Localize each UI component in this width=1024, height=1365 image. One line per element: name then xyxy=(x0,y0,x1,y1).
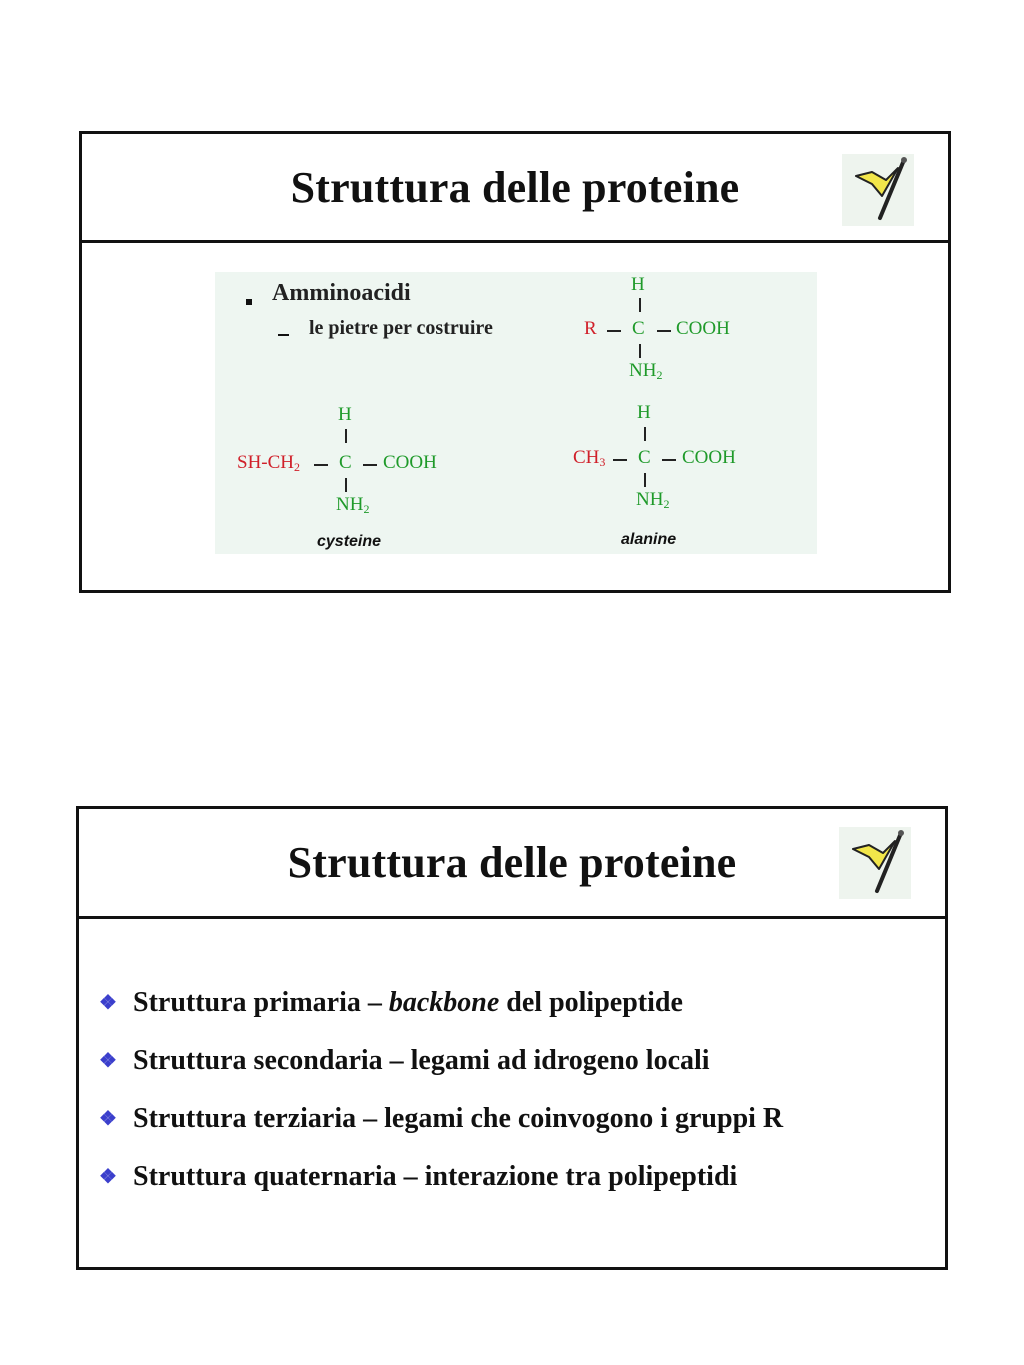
bullet-text: Struttura terziaria – legami che coinvogono i gruppi R xyxy=(133,1103,784,1134)
cysteine-nh2: $NH_2$ xyxy=(336,494,370,516)
slide-1 xyxy=(79,131,951,593)
slide-1-title: Struttura delle proteine xyxy=(290,163,740,212)
diamond-bullet-icon: ❖ xyxy=(99,1050,117,1072)
diamond-bullet-icon: ❖ xyxy=(99,1108,117,1130)
bullet-text: Struttura primaria – xyxy=(133,987,389,1018)
bond xyxy=(644,427,646,441)
cysteine-cooh: COOH xyxy=(383,452,437,473)
square-bullet-icon xyxy=(246,299,252,305)
bond xyxy=(345,429,347,443)
bullet-amminoacidi: Amminoacidi xyxy=(272,280,411,306)
cysteine-caption: cysteine xyxy=(317,533,382,550)
generic-h: H xyxy=(631,274,645,295)
bond xyxy=(639,298,641,312)
slide-2-header xyxy=(79,809,945,919)
bullet-text-suffix: del polipeptide xyxy=(499,987,683,1018)
alanine-nh2: $NH_2$ xyxy=(636,489,670,511)
bullet-text: Struttura quaternaria – interazione tra polipeptidi xyxy=(133,1161,738,1192)
bond xyxy=(314,464,328,466)
dash-bullet-icon xyxy=(278,334,289,336)
bullet-pietre: le pietre per costruire xyxy=(309,317,493,339)
generic-c: C xyxy=(632,318,645,339)
bond xyxy=(363,464,377,466)
cysteine-h: H xyxy=(338,404,352,425)
bond xyxy=(657,330,671,332)
list-item xyxy=(99,1103,783,1161)
cysteine-c: C xyxy=(339,452,352,473)
slide-2-title: Struttura delle proteine xyxy=(287,838,737,887)
list-item xyxy=(99,1161,783,1219)
bond xyxy=(639,344,641,358)
alanine-c: C xyxy=(638,447,651,468)
bond xyxy=(345,478,347,492)
alanine-h: H xyxy=(637,402,651,423)
alanine-r: $CH_3$ xyxy=(573,447,606,469)
diamond-bullet-icon: ❖ xyxy=(99,1166,117,1188)
diamond-bullet-icon: ❖ xyxy=(99,992,117,1014)
cysteine-r: $SH-CH_2$ xyxy=(237,452,301,474)
bond xyxy=(607,330,621,332)
flag-icon xyxy=(839,827,911,899)
slide-1-header xyxy=(82,134,948,243)
list-item xyxy=(99,987,783,1045)
alanine-cooh: COOH xyxy=(682,447,736,468)
slide-2 xyxy=(76,806,948,1270)
bullet-italic-text: backbone xyxy=(388,987,500,1018)
bond xyxy=(644,473,646,487)
generic-nh2: $NH_2$ xyxy=(629,360,663,382)
generic-r: R xyxy=(584,318,597,339)
flag-icon xyxy=(842,154,914,226)
list-item xyxy=(99,1045,783,1103)
structure-levels-list xyxy=(99,987,783,1219)
bond xyxy=(662,459,676,461)
alanine-caption: alanine xyxy=(621,531,677,548)
bullet-text: Struttura secondaria – legami ad idrogeno locali xyxy=(133,1045,710,1076)
amino-acid-figure xyxy=(215,272,817,554)
bond xyxy=(613,459,627,461)
generic-cooh: COOH xyxy=(676,318,730,339)
